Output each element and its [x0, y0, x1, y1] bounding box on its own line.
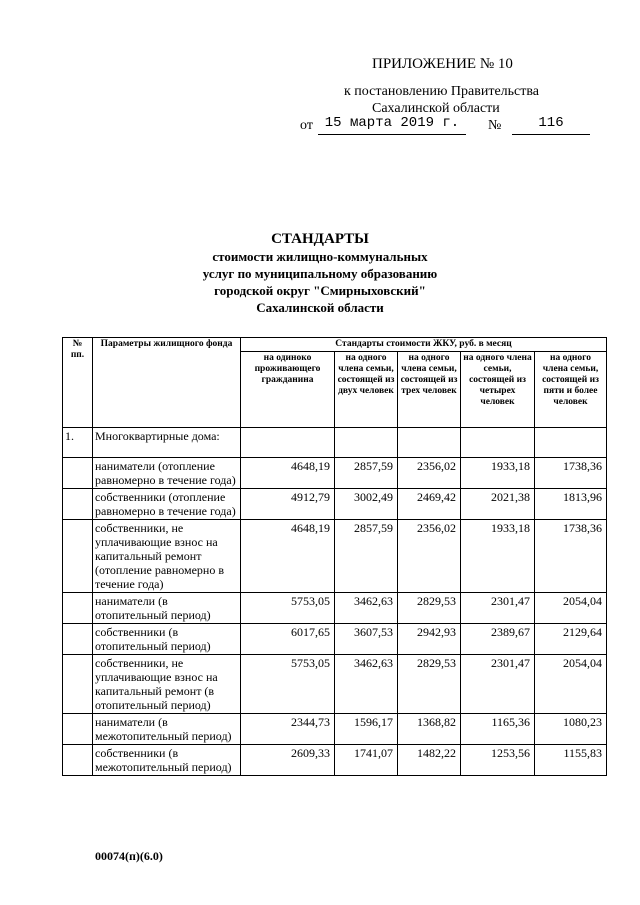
row-value: 1741,07 [335, 745, 398, 776]
row-value: 1155,83 [535, 745, 607, 776]
row-value: 2942,93 [398, 624, 461, 655]
row-no-cell [63, 458, 93, 489]
header-params: Параметры жилищного фонда [93, 338, 241, 428]
row-label: собственники (в отопительный период) [93, 624, 241, 655]
table-row [63, 714, 607, 745]
from-label: от [300, 118, 313, 133]
row-value: 4648,19 [241, 520, 335, 593]
section-no: 1. [63, 428, 93, 458]
decree-number: 116 [512, 115, 590, 135]
row-value: 1738,36 [535, 520, 607, 593]
annex-dateline [300, 115, 600, 140]
row-label: собственники (в межотопительный период) [93, 745, 241, 776]
row-value: 1738,36 [535, 458, 607, 489]
row-value: 2301,47 [461, 655, 535, 714]
row-value: 2356,02 [398, 520, 461, 593]
table-row [63, 624, 607, 655]
standards-table [62, 337, 607, 776]
row-value: 1482,22 [398, 745, 461, 776]
heading-title: СТАНДАРТЫ [271, 231, 369, 247]
section-row [63, 428, 607, 458]
subheader-single: на одиноко проживающего гражданина [241, 352, 335, 428]
heading-line-3: городской округ "Смирныховский" [214, 283, 426, 298]
footer-code: 00074(п)(6.0) [95, 849, 163, 863]
heading-line-2: услуг по муниципальному образованию [202, 266, 438, 281]
row-value: 3462,63 [335, 655, 398, 714]
heading-line-1: стоимости жилищно-коммунальных [212, 249, 428, 264]
row-label: наниматели (в межотопительный период) [93, 714, 241, 745]
row-value: 2301,47 [461, 593, 535, 624]
row-value: 2344,73 [241, 714, 335, 745]
row-value: 2389,67 [461, 624, 535, 655]
row-value: 4648,19 [241, 458, 335, 489]
row-value: 2609,33 [241, 745, 335, 776]
subheader-five: на одного члена семьи, состоящей из пяти и более человек [535, 352, 607, 428]
row-no-cell [63, 489, 93, 520]
row-no-cell [63, 593, 93, 624]
table-row [63, 489, 607, 520]
row-label: наниматели (отопление равномерно в течение года) [93, 458, 241, 489]
row-value: 2356,02 [398, 458, 461, 489]
row-label: собственники, не уплачивающие взнос на капитальный ремонт (отопление равномерно в течение года) [93, 520, 241, 593]
row-value: 2857,59 [335, 520, 398, 593]
row-no-cell [63, 655, 93, 714]
row-value: 2857,59 [335, 458, 398, 489]
row-value: 3462,63 [335, 593, 398, 624]
row-value: 2021,38 [461, 489, 535, 520]
row-label: собственники (отопление равномерно в течение года) [93, 489, 241, 520]
row-value: 1933,18 [461, 458, 535, 489]
row-value: 1165,36 [461, 714, 535, 745]
header-no: № пп. [63, 338, 93, 428]
table-row [63, 520, 607, 593]
row-no-cell [63, 745, 93, 776]
subheader-two: на одного члена семьи, состоящей из двух человек [335, 352, 398, 428]
row-value: 5753,05 [241, 655, 335, 714]
row-value: 6017,65 [241, 624, 335, 655]
row-value: 3607,53 [335, 624, 398, 655]
row-value: 2469,42 [398, 489, 461, 520]
row-value: 1253,56 [461, 745, 535, 776]
annex-line-1: к постановлению Правительства [344, 84, 540, 99]
row-value: 2054,04 [535, 655, 607, 714]
number-label: № [488, 118, 502, 133]
row-label: наниматели (в отопительный период) [93, 593, 241, 624]
row-value: 2129,64 [535, 624, 607, 655]
table-row [63, 458, 607, 489]
subheader-four: на одного члена семьи, состоящей из четырех человек [461, 352, 535, 428]
row-no-cell [63, 624, 93, 655]
table-row [63, 655, 607, 714]
row-value: 1813,96 [535, 489, 607, 520]
row-value: 4912,79 [241, 489, 335, 520]
document-heading [120, 230, 520, 316]
row-value: 1596,17 [335, 714, 398, 745]
heading-line-4: Сахалинской области [256, 300, 384, 315]
table-row [63, 593, 607, 624]
table-row [63, 745, 607, 776]
row-value: 2829,53 [398, 655, 461, 714]
row-value: 1080,23 [535, 714, 607, 745]
row-label: собственники, не уплачивающие взнос на капитальный ремонт (в отопительный период) [93, 655, 241, 714]
subheader-three: на одного члена семьи, состоящей из трех человек [398, 352, 461, 428]
row-value: 5753,05 [241, 593, 335, 624]
row-value: 2829,53 [398, 593, 461, 624]
section-label: Многоквартирные дома: [93, 428, 241, 458]
annex-line-2: Сахалинской области [372, 101, 500, 116]
annex-title: ПРИЛОЖЕНИЕ № 10 [372, 56, 513, 72]
row-no-cell [63, 520, 93, 593]
row-no-cell [63, 714, 93, 745]
row-value: 1933,18 [461, 520, 535, 593]
decree-date: 15 марта 2019 г. [318, 115, 466, 135]
row-value: 1368,82 [398, 714, 461, 745]
header-group: Стандарты стоимости ЖКУ, руб. в месяц [241, 338, 607, 352]
row-value: 3002,49 [335, 489, 398, 520]
row-value: 2054,04 [535, 593, 607, 624]
